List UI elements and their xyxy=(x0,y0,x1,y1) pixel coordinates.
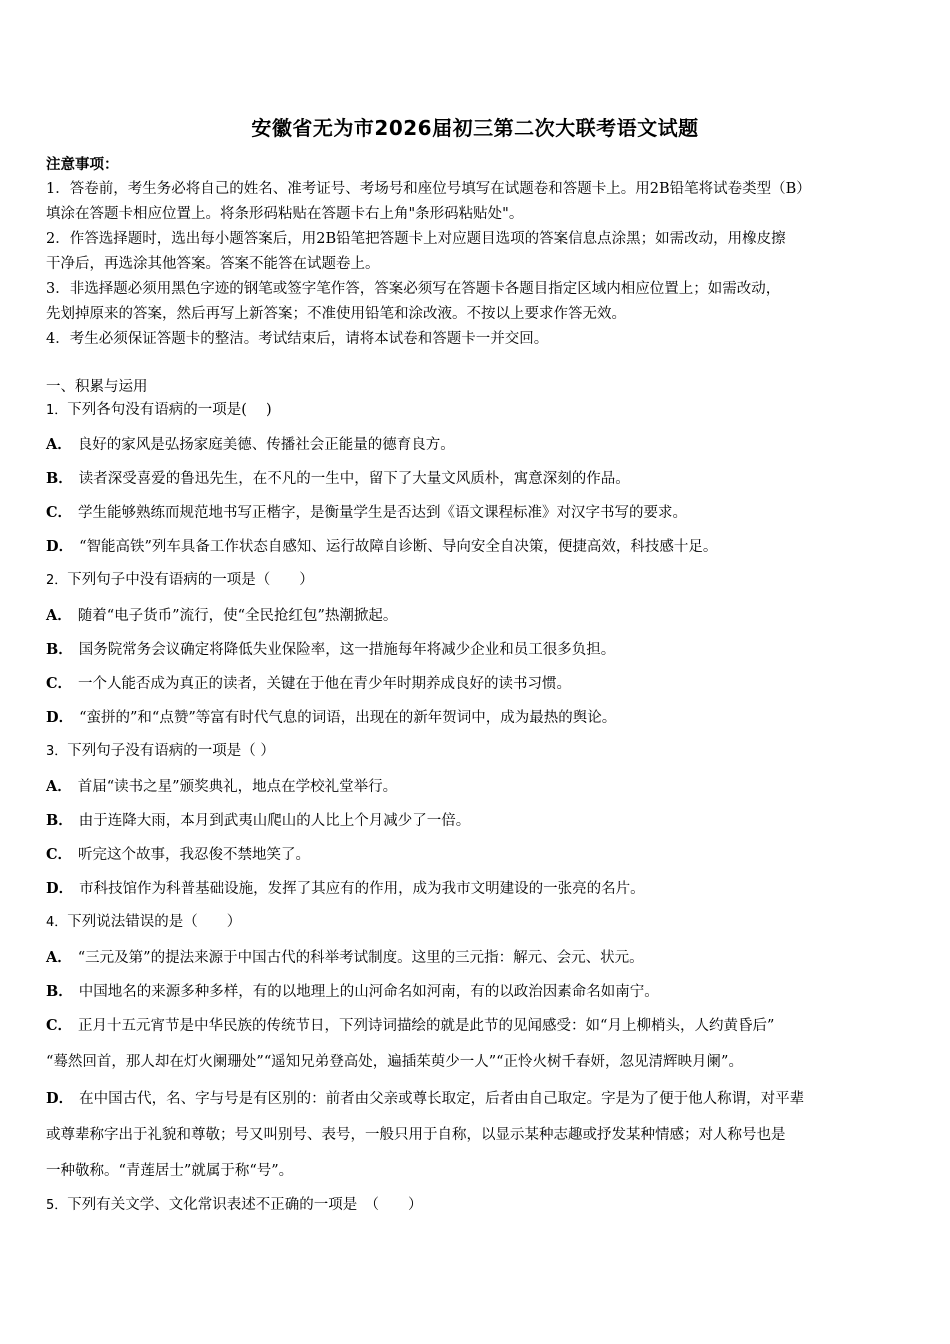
option-label: B． xyxy=(46,470,73,487)
option-text: 一个人能否成为真正的读者，关键在于他在青少年时期养成良好的读书习惯。 xyxy=(78,676,572,692)
option-text: 国务院常务会议确定将降低失业保险率，这一措施每年将减少企业和员工很多负担。 xyxy=(78,642,616,658)
option-label: D． xyxy=(46,1090,74,1107)
option-text: 良好的家风是弘扬家庭美德、传播社会正能量的德育良方。 xyxy=(77,437,455,453)
option-label: C． xyxy=(46,1017,73,1034)
notice-block xyxy=(46,152,908,352)
option-label: A． xyxy=(46,778,72,795)
question-number: 2． xyxy=(46,573,68,588)
option xyxy=(46,534,908,560)
option xyxy=(46,671,908,697)
option-label: B． xyxy=(46,812,73,829)
option-text: 在中国古代，名、字与号是有区别的：前者由父亲或尊长取定，后者由自己取定。字是为了便于他人称谓，对平辈 xyxy=(79,1091,805,1107)
question-text: 下列有关文学、文化常识表述不正确的一项是 （ ） xyxy=(67,1197,423,1213)
option-label: B． xyxy=(46,641,73,658)
notice-line: 2．作答选择题时，选出每小题答案后，用2B铅笔把答题卡上对应题目选项的答案信息点涂黑；如需改动，用橡皮擦 xyxy=(46,231,786,247)
notice-line: 3．非选择题必须用黑色字迹的钢笔或签字笔作答，答案必须写在答题卡各题目指定区域内相应位置上；如需改动， xyxy=(46,281,781,297)
option xyxy=(46,466,908,492)
option xyxy=(46,808,908,834)
option-text: “三元及第”的提法来源于中国古代的科举考试制度。这里的三元指：解元、会元、状元。 xyxy=(77,950,644,966)
option-label: D． xyxy=(46,880,74,897)
option-text: 首届“读书之星”颁奖典礼，地点在学校礼堂举行。 xyxy=(77,779,398,795)
option xyxy=(46,705,908,731)
notice-heading: 注意事项： xyxy=(46,156,119,173)
option-text: 读者深受喜爱的鲁迅先生，在不凡的一生中，留下了大量文风质朴，寓意深刻的作品。 xyxy=(78,471,630,487)
option xyxy=(46,432,908,458)
question-number: 1． xyxy=(46,403,68,418)
option-text: 由于连降大雨，本月到武夷山爬山的人比上个月减少了一倍。 xyxy=(78,813,471,829)
option-continuation: 或尊辈称字出于礼貌和尊敬；号又叫别号、表号，一般只用于自称，以显示某种志趣或抒发某种情感；对人称号也是 xyxy=(46,1127,786,1143)
notice-line: 填涂在答题卡相应位置上。将条形码粘贴在答题卡右上角"条形码粘贴处"。 xyxy=(46,206,524,222)
option xyxy=(46,945,908,971)
option xyxy=(46,1013,908,1039)
notice-line: 1．答卷前，考生务必将自己的姓名、准考证号、考场号和座位号填写在试题卷和答题卡上。用2B铅笔将试卷类型（B） xyxy=(46,181,811,197)
question-stem xyxy=(46,1193,908,1218)
option-label: D． xyxy=(46,709,74,726)
option-label: C． xyxy=(46,675,73,692)
question-text: 下列句子没有语病的一项是（ ） xyxy=(67,743,275,759)
question-text: 下列说法错误的是（ ） xyxy=(67,914,242,930)
option-label: D． xyxy=(46,538,74,555)
page-title: 安徽省无为市2026届初三第二次大联考语文试题 xyxy=(251,116,699,140)
option-label: B． xyxy=(46,983,73,1000)
question-number: 4． xyxy=(46,915,68,930)
option-text: 正月十五元宵节是中华民族的传统节日，下列诗词描绘的就是此节的见闻感受：如“月上柳梢头，人约黄昏后” xyxy=(78,1018,775,1034)
option-text: 中国地名的来源多种多样，有的以地理上的山河命名如河南，有的以政治因素命名如南宁。 xyxy=(78,984,659,1000)
question-text: 下列句子中没有语病的一项是（ ） xyxy=(67,572,314,588)
question-stem xyxy=(46,398,908,423)
option-text: 市科技馆作为科普基础设施，发挥了其应有的作用，成为我市文明建设的一张亮的名片。 xyxy=(79,881,645,897)
option-label: A． xyxy=(46,436,72,453)
option xyxy=(46,774,908,800)
question-stem xyxy=(46,739,908,764)
option xyxy=(46,603,908,629)
notice-line: 4．考生必须保证答题卡的整洁。考试结束后，请将本试卷和答题卡一并交回。 xyxy=(46,331,549,347)
option-label: A． xyxy=(46,949,72,966)
section-title: 一、积累与运用 xyxy=(46,379,148,395)
notice-line: 先划掉原来的答案，然后再写上新答案；不准使用铅笔和涂改液。不按以上要求作答无效。 xyxy=(46,306,626,322)
question-stem xyxy=(46,568,908,593)
option-text: 随着“电子货币”流行，使“全民抢红包”热潮掀起。 xyxy=(77,608,398,624)
option xyxy=(46,876,908,902)
option xyxy=(46,842,908,868)
option xyxy=(46,1086,908,1112)
option-continuation: “蓦然回首，那人却在灯火阑珊处”“遥知兄弟登高处，遍插茱萸少一人”“正怜火树千春妍，忽见清辉映月阑”。 xyxy=(46,1054,743,1070)
option-label: C． xyxy=(46,846,73,863)
option-text: 听完这个故事，我忍俊不禁地笑了。 xyxy=(78,847,311,863)
option xyxy=(46,979,908,1005)
option-label: C． xyxy=(46,504,73,521)
question-stem xyxy=(46,910,908,935)
option xyxy=(46,637,908,663)
question-text: 下列各句没有语病的一项是( ) xyxy=(67,402,272,418)
option-text: “智能高铁”列车具备工作状态自感知、运行故障自诊断、导向安全自决策，便捷高效，科技感十足。 xyxy=(79,539,718,555)
notice-line: 干净后，再选涂其他答案。答案不能答在试题卷上。 xyxy=(46,256,380,272)
question-number: 5． xyxy=(46,1198,68,1213)
option xyxy=(46,500,908,526)
option-text: 学生能够熟练而规范地书写正楷字，是衡量学生是否达到《语文课程标准》对汉字书写的要求。 xyxy=(78,505,688,521)
option-continuation: 一种敬称。“青莲居士”就属于称“号”。 xyxy=(46,1163,294,1179)
option-text: “蛮拼的”和“点赞”等富有时代气息的词语，出现在的新年贺词中，成为最热的舆论。 xyxy=(79,710,617,726)
question-number: 3． xyxy=(46,744,68,759)
option-label: A． xyxy=(46,607,72,624)
